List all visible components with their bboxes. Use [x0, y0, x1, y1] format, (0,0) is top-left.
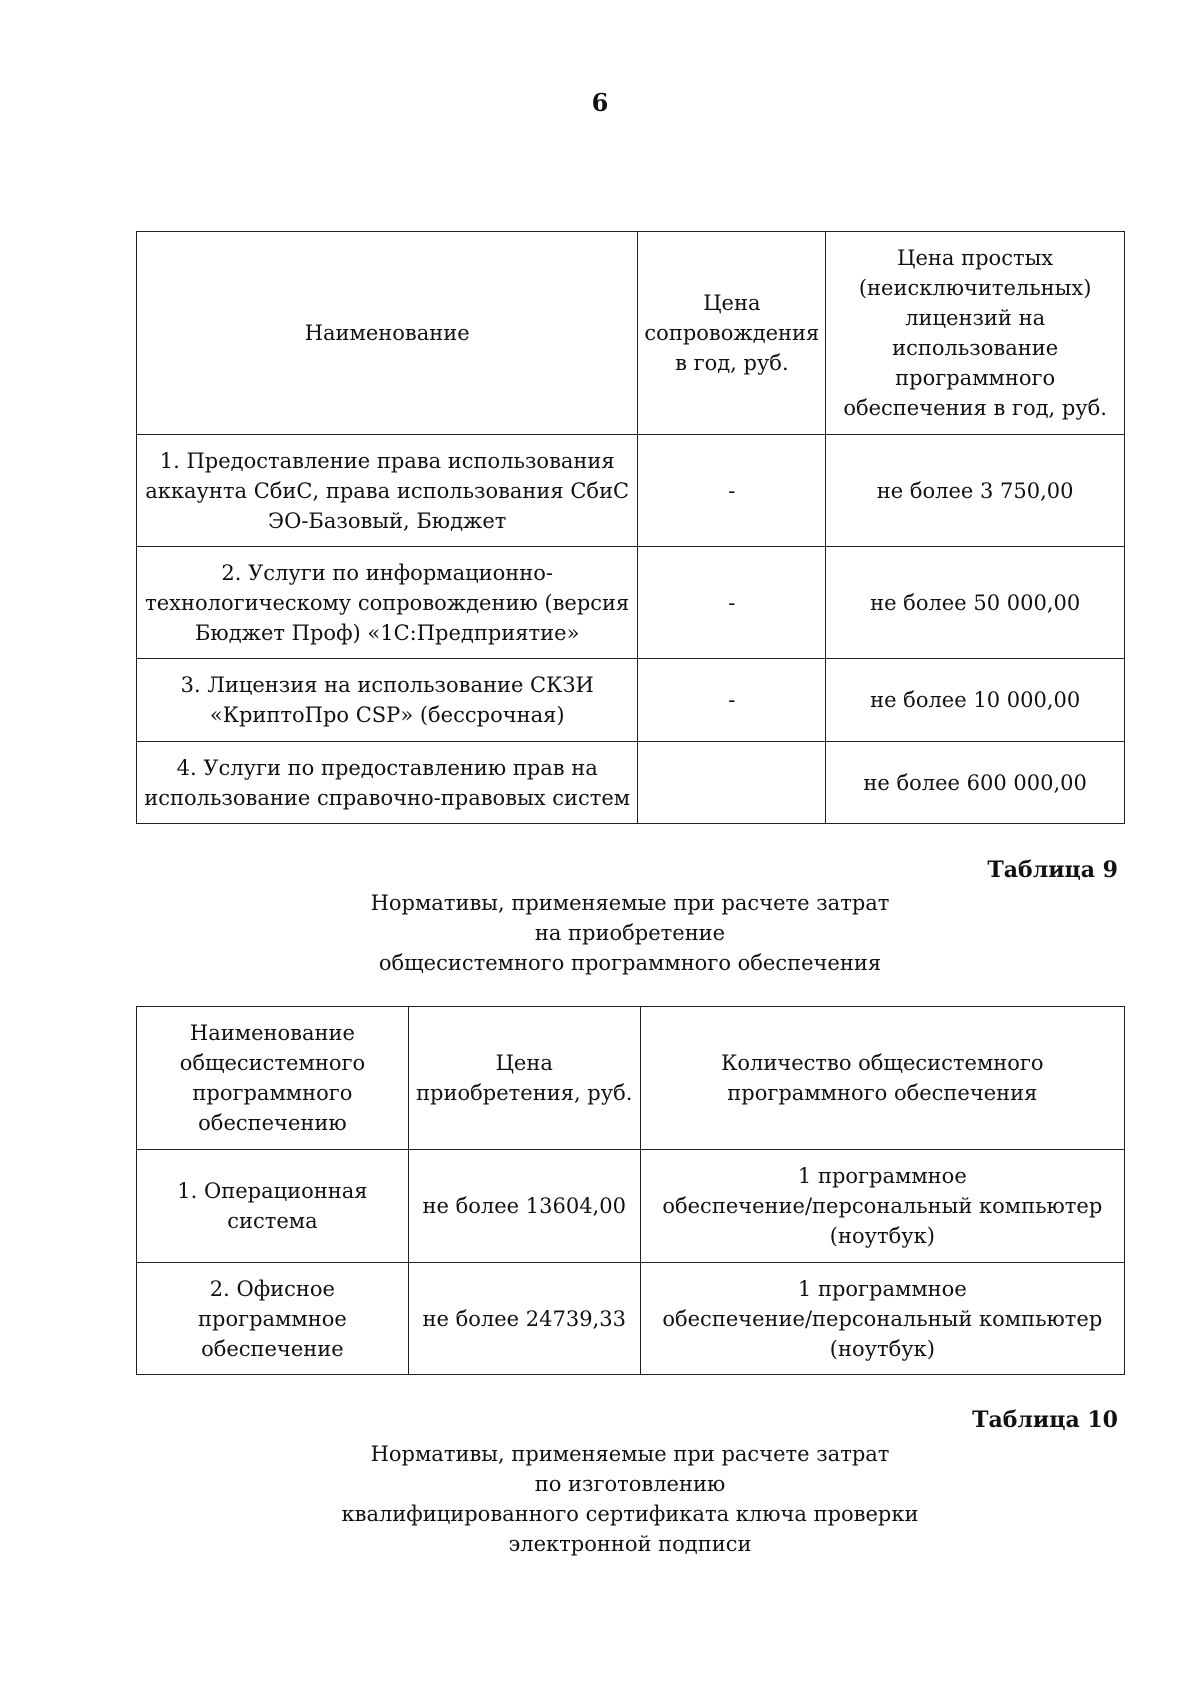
- cell-license: не более 50 000,00: [826, 547, 1125, 659]
- table-header-row: [137, 1007, 1125, 1150]
- cell-support: -: [638, 547, 826, 659]
- cell-quantity: 1 программное обеспечение/персональный компьютер (ноутбук): [640, 1150, 1124, 1263]
- table-9-label: Таблица 9: [987, 857, 1118, 883]
- header-support-price: Цена сопровождения в год, руб.: [638, 232, 826, 435]
- table-row: [137, 547, 1125, 659]
- header-quantity: Количество общесистемного программного обеспечения: [640, 1007, 1124, 1150]
- cell-license: не более 3 750,00: [826, 435, 1125, 547]
- cell-support: [638, 742, 826, 824]
- table-row: [137, 659, 1125, 742]
- table-header-row: [137, 232, 1125, 435]
- table-row: [137, 1263, 1125, 1375]
- system-software-table: [136, 1006, 1125, 1375]
- cell-name: 3. Лицензия на использование СКЗИ «КриптоПро CSP» (бессрочная): [137, 659, 638, 742]
- table-10-title: Нормативы, применяемые при расчете затрат по изготовлению квалифицированного сертификата ключа проверки электронной подписи: [341, 1442, 919, 1556]
- header-name: Наименование общесистемного программного обеспечению: [137, 1007, 409, 1150]
- table-row: [137, 1150, 1125, 1263]
- table-row: [137, 435, 1125, 547]
- page-number: 6: [591, 88, 609, 117]
- cell-quantity: 1 программное обеспечение/персональный компьютер (ноутбук): [640, 1263, 1124, 1375]
- table-10-label: Таблица 10: [972, 1407, 1118, 1433]
- cell-price: не более 24739,33: [408, 1263, 640, 1375]
- cell-name: 2. Офисное программное обеспечение: [137, 1263, 409, 1375]
- header-name: Наименование: [137, 232, 638, 435]
- cell-license: не более 600 000,00: [826, 742, 1125, 824]
- cell-license: не более 10 000,00: [826, 659, 1125, 742]
- cell-name: 1. Операционная система: [137, 1150, 409, 1263]
- table-9-title: Нормативы, применяемые при расчете затрат на приобретение общесистемного программного обеспечения: [370, 891, 890, 975]
- cell-name: 1. Предоставление права использования аккаунта СбиС, права использования СбиС ЭО-Базовый, Бюджет: [137, 435, 638, 547]
- header-price: Цена приобретения, руб.: [408, 1007, 640, 1150]
- cell-name: 2. Услуги по информационно- технологическому сопровождению (версия Бюджет Проф) «1С:Предприятие»: [137, 547, 638, 659]
- cell-price: не более 13604,00: [408, 1150, 640, 1263]
- cell-name: 4. Услуги по предоставлению прав на использование справочно-правовых систем: [137, 742, 638, 824]
- cell-support: -: [638, 435, 826, 547]
- software-license-table: [136, 231, 1125, 824]
- cell-support: -: [638, 659, 826, 742]
- header-license-price: Цена простых (неисключительных) лицензий на использование программного обеспечения в год, руб.: [826, 232, 1125, 435]
- table-row: [137, 742, 1125, 824]
